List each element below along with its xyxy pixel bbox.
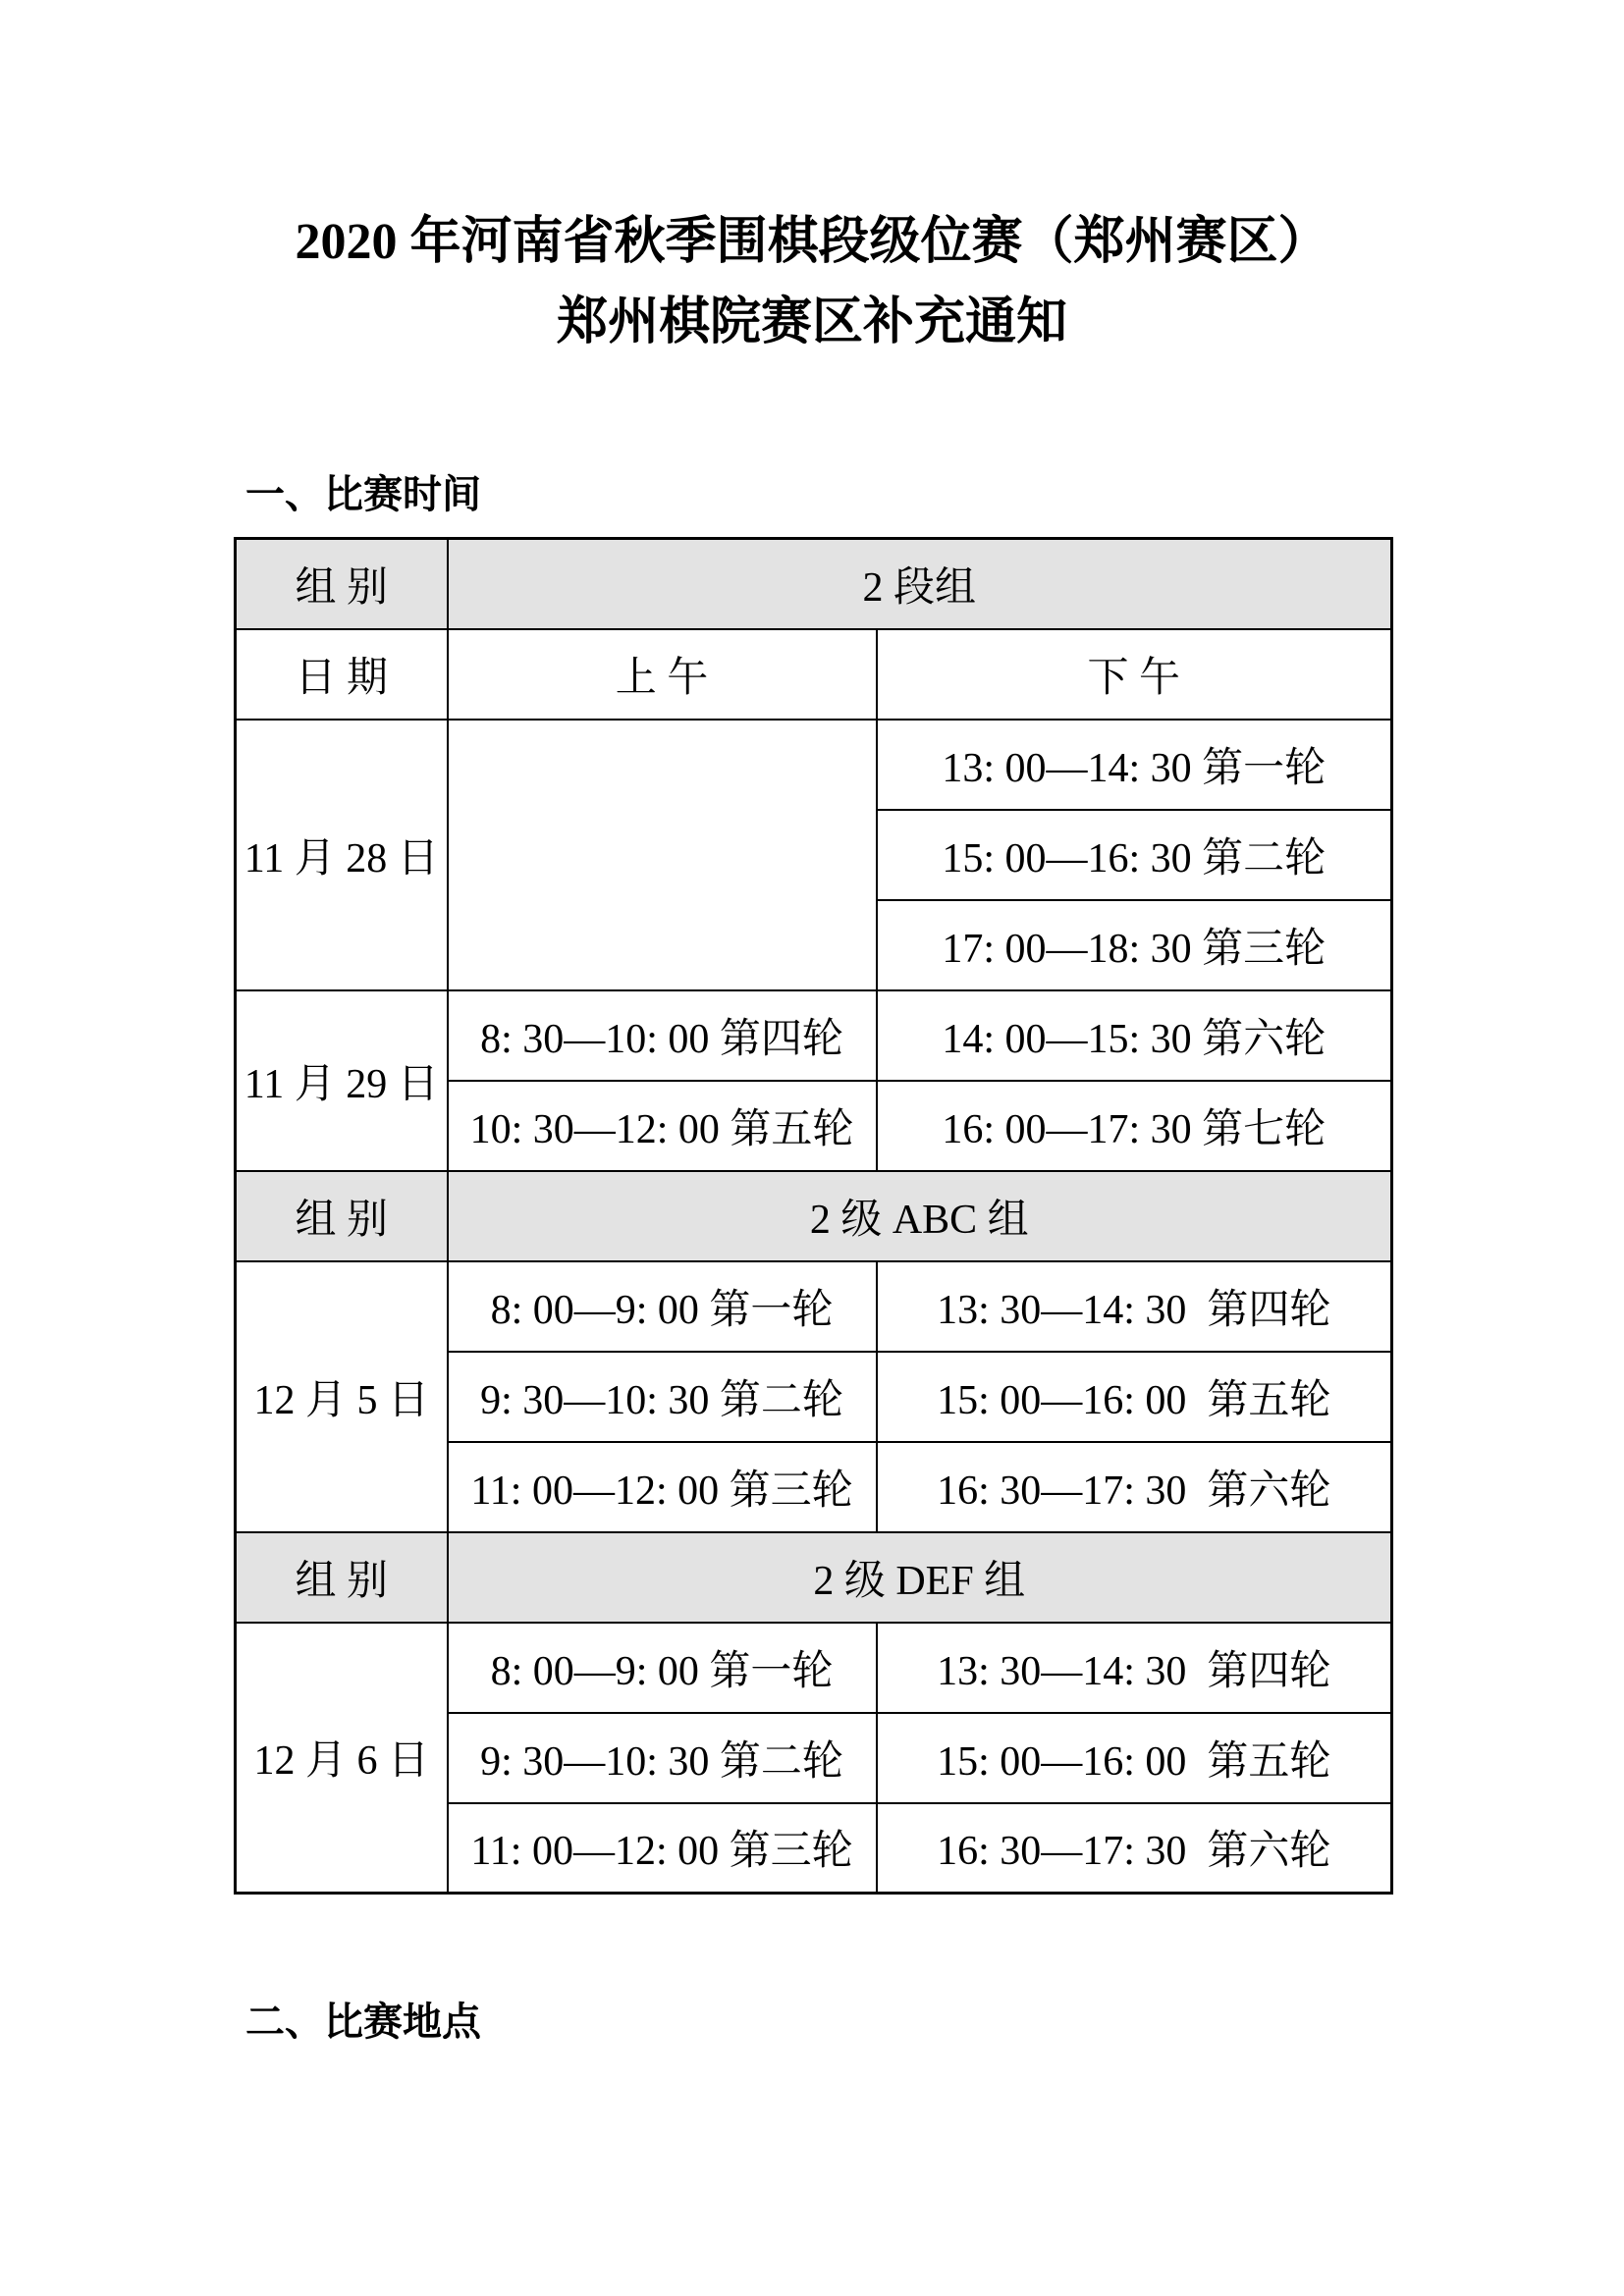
section-heading-competition-time: 一、比赛时间 xyxy=(245,473,481,516)
session-cell: 13: 00—14: 30 第一轮 xyxy=(877,720,1392,810)
page-title-line2: 郑州棋院赛区补充通知 xyxy=(556,294,1067,350)
group-label-cell: 组 别 xyxy=(236,1532,448,1623)
page-title-line1: 2020 年河南省秋季围棋段级位赛（郑州赛区） xyxy=(295,214,1329,270)
session-cell: 8: 30—10: 00 第四轮 xyxy=(448,990,877,1081)
session-cell: 15: 00—16: 00 第五轮 xyxy=(877,1352,1392,1442)
group-label-cell: 组 别 xyxy=(236,539,448,629)
group-row-1 xyxy=(236,539,1392,629)
day3-row-1 xyxy=(236,1261,1392,1352)
group-name-cell: 2 级 DEF 组 xyxy=(448,1532,1392,1623)
date-cell-day4: 12 月 6 日 xyxy=(236,1623,448,1894)
session-cell: 13: 30—14: 30 第四轮 xyxy=(877,1261,1392,1352)
day4-row-1 xyxy=(236,1623,1392,1713)
group-name-cell: 2 级 ABC 组 xyxy=(448,1171,1392,1261)
date-cell-day2: 11 月 29 日 xyxy=(236,990,448,1171)
session-cell: 8: 00—9: 00 第一轮 xyxy=(448,1261,877,1352)
group-label-cell: 组 别 xyxy=(236,1171,448,1261)
session-cell: 17: 00—18: 30 第三轮 xyxy=(877,900,1392,990)
session-cell: 15: 00—16: 30 第二轮 xyxy=(877,810,1392,900)
empty-morning-cell-day1 xyxy=(448,720,877,990)
session-cell: 11: 00—12: 00 第三轮 xyxy=(448,1803,877,1894)
group-row-3 xyxy=(236,1532,1392,1623)
date-cell-day1: 11 月 28 日 xyxy=(236,720,448,990)
date-cell-day3: 12 月 5 日 xyxy=(236,1261,448,1532)
day1-row-1 xyxy=(236,720,1392,810)
column-header-row xyxy=(236,629,1392,720)
group-row-2 xyxy=(236,1171,1392,1261)
session-cell: 14: 00—15: 30 第六轮 xyxy=(877,990,1392,1081)
header-afternoon-cell: 下 午 xyxy=(877,629,1392,720)
day2-row-1 xyxy=(236,990,1392,1081)
session-cell: 13: 30—14: 30 第四轮 xyxy=(877,1623,1392,1713)
session-cell: 16: 00—17: 30 第七轮 xyxy=(877,1081,1392,1171)
session-cell: 9: 30—10: 30 第二轮 xyxy=(448,1713,877,1803)
header-morning-cell: 上 午 xyxy=(448,629,877,720)
session-cell: 11: 00—12: 00 第三轮 xyxy=(448,1442,877,1532)
section-heading-competition-location: 二、比赛地点 xyxy=(245,2001,481,2044)
session-cell: 10: 30—12: 00 第五轮 xyxy=(448,1081,877,1171)
session-cell: 15: 00—16: 00 第五轮 xyxy=(877,1713,1392,1803)
header-date-cell: 日 期 xyxy=(236,629,448,720)
session-cell: 16: 30—17: 30 第六轮 xyxy=(877,1803,1392,1894)
session-cell: 9: 30—10: 30 第二轮 xyxy=(448,1352,877,1442)
session-cell: 16: 30—17: 30 第六轮 xyxy=(877,1442,1392,1532)
schedule-table xyxy=(234,537,1393,1895)
session-cell: 8: 00—9: 00 第一轮 xyxy=(448,1623,877,1713)
group-name-cell: 2 段组 xyxy=(448,539,1392,629)
